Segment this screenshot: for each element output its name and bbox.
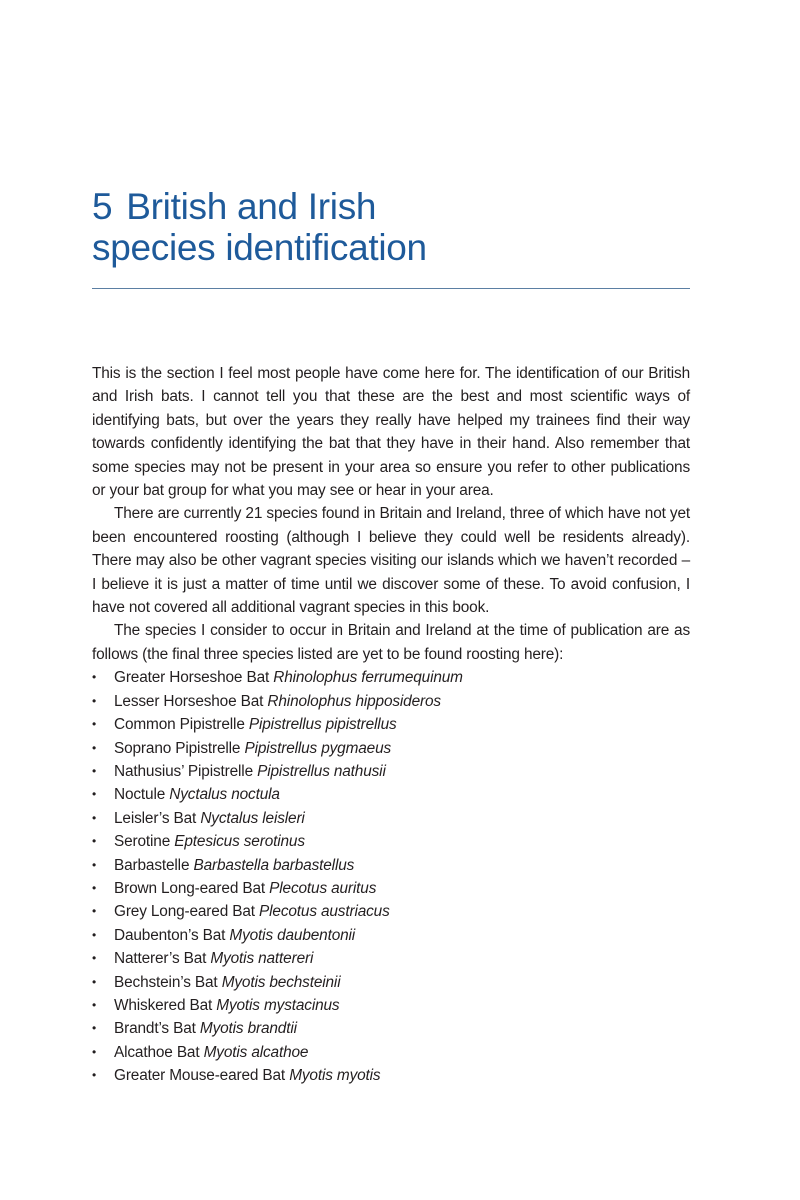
bullet-icon: •: [92, 693, 97, 708]
bullet-icon: •: [92, 810, 97, 825]
list-item: [92, 1017, 690, 1040]
species-list: [92, 666, 690, 1087]
list-item: [92, 1064, 690, 1087]
bullet-icon: •: [92, 880, 97, 895]
species-common-name: Bechstein’s Bat: [114, 973, 218, 991]
list-item: [92, 971, 690, 994]
species-common-name: Daubenton’s Bat: [114, 926, 226, 944]
bullet-icon: •: [92, 787, 97, 802]
species-latin-name: Eptesicus serotinus: [174, 833, 305, 851]
chapter-number: 5: [92, 186, 113, 227]
bullet-icon: •: [92, 740, 97, 755]
bullet-icon: •: [92, 763, 97, 778]
list-item: [92, 947, 690, 970]
species-common-name: Alcathoe Bat: [114, 1043, 200, 1061]
species-common-name: Grey Long-eared Bat: [114, 903, 255, 921]
species-common-name: Soprano Pipistrelle: [114, 739, 241, 757]
list-item: [92, 737, 690, 760]
species-latin-name: Myotis alcathoe: [203, 1043, 309, 1061]
list-item: [92, 877, 690, 900]
chapter-heading: [92, 186, 690, 268]
chapter-title-line-2: species identification: [92, 227, 427, 268]
species-latin-name: Nyctalus noctula: [169, 786, 280, 804]
species-common-name: Greater Mouse-eared Bat: [114, 1067, 286, 1085]
bullet-icon: •: [92, 1021, 97, 1036]
species-latin-name: Myotis myotis: [289, 1067, 381, 1085]
species-latin-name: Pipistrellus pipistrellus: [248, 716, 397, 734]
species-common-name: Barbastelle: [114, 856, 190, 874]
species-latin-name: Rhinolophus hipposideros: [267, 692, 441, 710]
list-item: [92, 924, 690, 947]
bullet-icon: •: [92, 951, 97, 966]
paragraph-species-count: There are currently 21 species found in Britain and Ireland, three of which have not yet been encountered roosting (although I believe they could well be residents already). There may also be other vagrant species visiting our islands which we haven’t recorded – I believe it is just a matter of time until we discover some of these. To avoid confusion, I have not covered all additional vagrant species in this book.: [92, 505, 690, 617]
species-latin-name: Pipistrellus nathusii: [257, 762, 386, 780]
list-item: [92, 666, 690, 689]
bullet-icon: •: [92, 927, 97, 942]
species-common-name: Nathusius’ Pipistrelle: [114, 762, 253, 780]
list-item: [92, 690, 690, 713]
paragraph-list-intro: The species I consider to occur in Britain and Ireland at the time of publication are as follows (the final three species listed are yet to be found roosting here):: [92, 622, 690, 663]
species-latin-name: Nyctalus leisleri: [200, 809, 305, 827]
species-common-name: Lesser Horseshoe Bat: [114, 692, 264, 710]
species-common-name: Serotine: [114, 833, 171, 851]
species-latin-name: Plecotus auritus: [269, 879, 377, 897]
heading-divider: [92, 288, 690, 289]
list-item: [92, 994, 690, 1017]
bullet-icon: •: [92, 974, 97, 989]
list-item: [92, 1041, 690, 1064]
list-item: [92, 830, 690, 853]
bullet-icon: •: [92, 904, 97, 919]
list-item: [92, 854, 690, 877]
bullet-icon: •: [92, 857, 97, 872]
species-latin-name: Myotis bechsteinii: [221, 973, 341, 991]
species-latin-name: Myotis mystacinus: [216, 996, 340, 1014]
bullet-icon: •: [92, 1068, 97, 1083]
paragraph-intro: This is the section I feel most people have come here for. The identification of our British and Irish bats. I cannot tell you that these are the best and most scientific ways of identifying bats, but over the years they really have helped my trainees find their way towards confidently identifying the bat that they have in their hand. Also remember that some species may not be present in your area so ensure you refer to other publications or your bat group for what you may see or hear in your area.: [92, 365, 690, 500]
bullet-icon: •: [92, 717, 97, 732]
species-common-name: Greater Horseshoe Bat: [114, 669, 270, 687]
species-common-name: Whiskered Bat: [114, 996, 213, 1014]
species-common-name: Noctule: [114, 786, 166, 804]
species-common-name: Brandt’s Bat: [114, 1020, 196, 1038]
list-item: [92, 807, 690, 830]
species-common-name: Common Pipistrelle: [114, 716, 245, 734]
chapter-title-line-1: British and Irish: [126, 186, 377, 227]
species-latin-name: Pipistrellus pygmaeus: [244, 739, 392, 757]
species-common-name: Natterer’s Bat: [114, 950, 207, 968]
chapter-body: [92, 362, 690, 1088]
species-latin-name: Plecotus austriacus: [259, 903, 390, 921]
species-common-name: Brown Long-eared Bat: [114, 879, 266, 897]
list-item: [92, 760, 690, 783]
species-latin-name: Rhinolophus ferrumequinum: [273, 669, 463, 687]
bullet-icon: •: [92, 670, 97, 685]
list-item: [92, 783, 690, 806]
bullet-icon: •: [92, 834, 97, 849]
species-latin-name: Myotis brandtii: [199, 1020, 297, 1038]
list-item: [92, 900, 690, 923]
bullet-icon: •: [92, 1044, 97, 1059]
list-item: [92, 713, 690, 736]
species-latin-name: Myotis nattereri: [210, 950, 314, 968]
bullet-icon: •: [92, 997, 97, 1012]
species-common-name: Leisler’s Bat: [114, 809, 197, 827]
species-latin-name: Barbastella barbastellus: [193, 856, 355, 874]
species-latin-name: Myotis daubentonii: [229, 926, 356, 944]
